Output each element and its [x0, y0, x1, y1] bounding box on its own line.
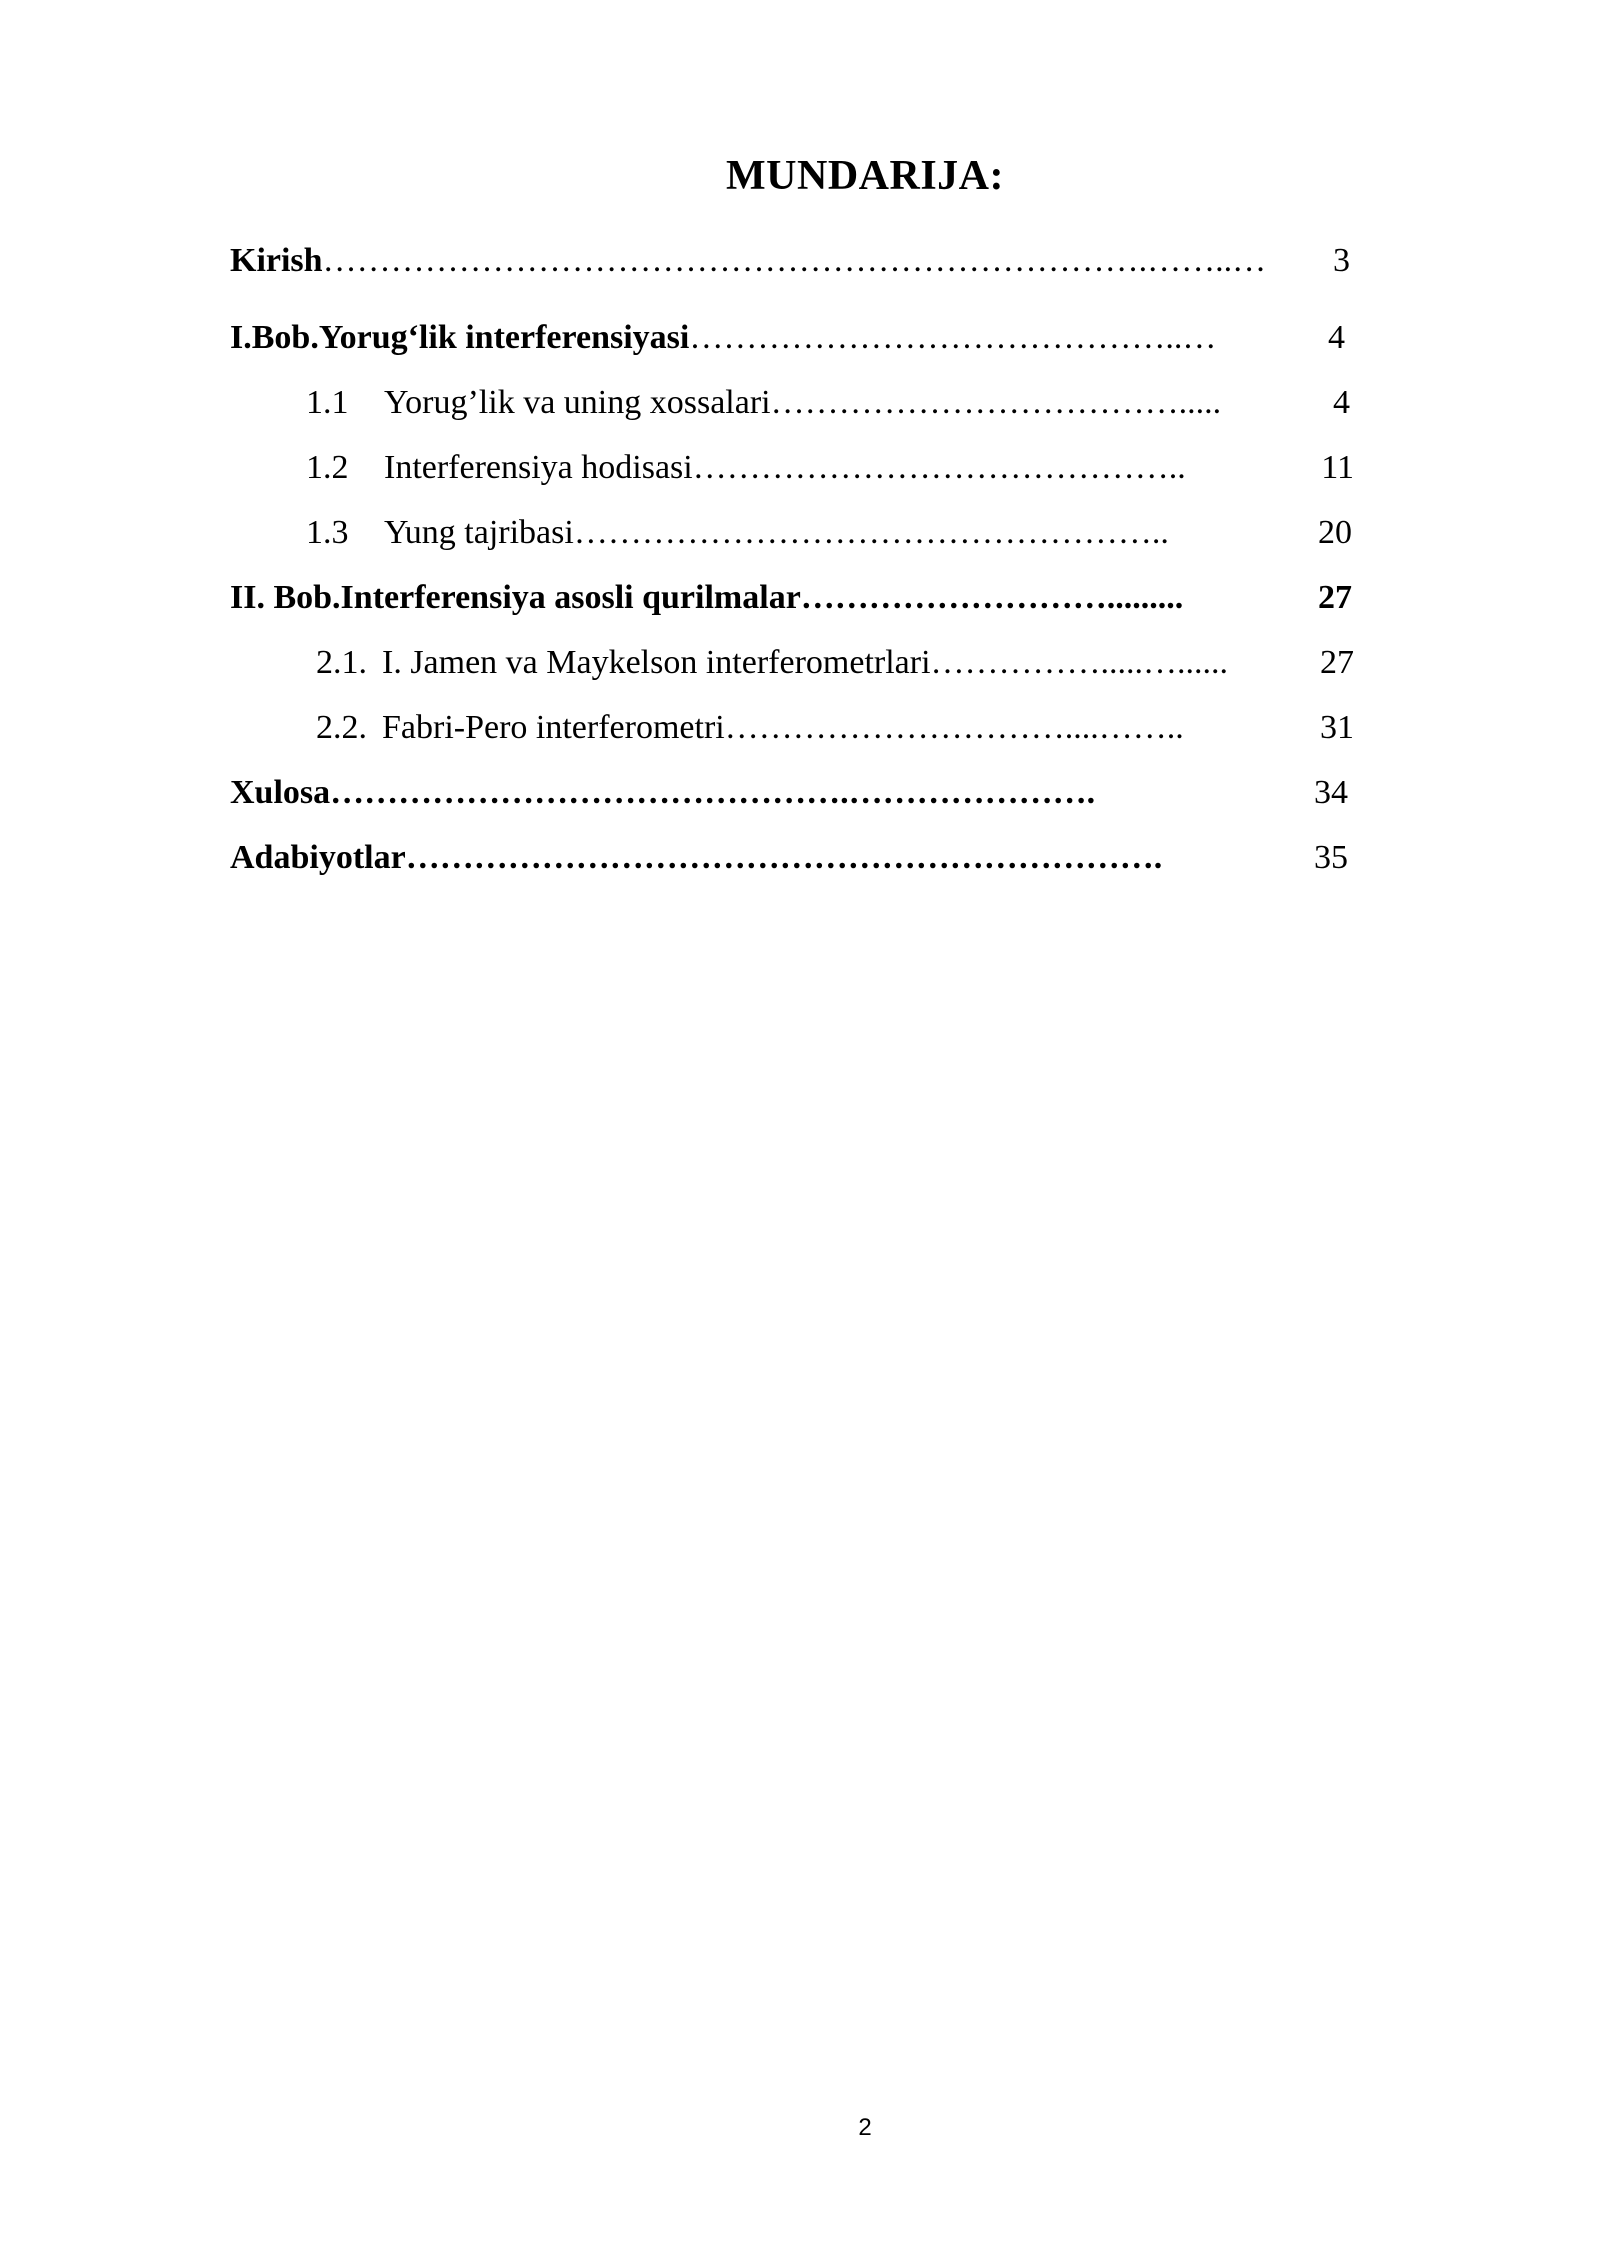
toc-entry-number: 1.3: [306, 514, 349, 551]
toc-title: MUNDARIJA:: [726, 153, 1004, 199]
toc-entry-1-3: [306, 510, 1352, 556]
toc-page-number: 4: [1328, 319, 1345, 356]
toc-leader-dots: …………………………....……..: [724, 709, 1184, 746]
toc-entry-chapter-2: [230, 575, 1352, 621]
toc-entry-xulosa: [230, 770, 1348, 816]
toc-entry-number: 2.2.: [316, 709, 367, 746]
toc-page-number: 11: [1321, 449, 1354, 486]
toc-page-number: 27: [1318, 579, 1352, 616]
toc-page-number: 4: [1333, 384, 1350, 421]
toc-entry-label: Adabiyotlar: [230, 839, 406, 876]
toc-page-number: 31: [1320, 709, 1354, 746]
toc-entry-label: II. Bob.Interferensiya asosli qurilmalar: [230, 579, 801, 616]
toc-entry-number: 1.1: [306, 384, 349, 421]
toc-leader-dots: …………….....…......: [930, 644, 1229, 681]
toc-entry-1-2: [306, 445, 1354, 491]
page-number-footer: 2: [858, 2114, 872, 2141]
toc-entry-label: Fabri-Pero interferometri: [382, 709, 725, 746]
toc-leader-dots: ……………………………………….………………….: [330, 774, 1096, 811]
toc-entry-adabiyotlar: [230, 835, 1348, 881]
toc-entry-label: Interferensiya hodisasi: [384, 449, 693, 486]
toc-entry-2-2: [316, 705, 1354, 751]
toc-entry-kirish: [230, 238, 1350, 284]
toc-leader-dots: ……………………………………………………………….……..…: [322, 242, 1267, 279]
toc-leader-dots: ……………………………………..…: [689, 319, 1217, 356]
toc-page-number: 27: [1320, 644, 1354, 681]
toc-page-number: 35: [1314, 839, 1348, 876]
toc-entry-label: Xulosa: [230, 774, 331, 811]
toc-entry-label: Kirish: [230, 242, 323, 279]
toc-page-number: 20: [1318, 514, 1352, 551]
toc-entry-number: 1.2: [306, 449, 349, 486]
toc-leader-dots: ………………………………………………………….: [405, 839, 1163, 876]
toc-leader-dots: ……………………………….....: [770, 384, 1222, 421]
toc-leader-dots: ……………………….........: [800, 579, 1184, 616]
toc-leader-dots: ……………………………………………..: [573, 514, 1169, 551]
toc-entry-chapter-1: [230, 315, 1345, 361]
toc-entry-label: Yung tajribasi: [384, 514, 574, 551]
toc-entry-label: I. Jamen va Maykelson interferometrlari: [382, 644, 931, 681]
toc-entry-label: Yorug’lik va uning xossalari: [384, 384, 771, 421]
toc-entry-1-1: [306, 380, 1350, 426]
toc-leader-dots: ……………………………………..: [692, 449, 1186, 486]
toc-page-number: 3: [1333, 242, 1350, 279]
toc-entry-label: I.Bob.Yorug‘lik interferensiyasi: [230, 319, 690, 356]
toc-entry-number: 2.1.: [316, 644, 367, 681]
toc-entry-2-1: [316, 640, 1354, 686]
toc-page-number: 34: [1314, 774, 1348, 811]
